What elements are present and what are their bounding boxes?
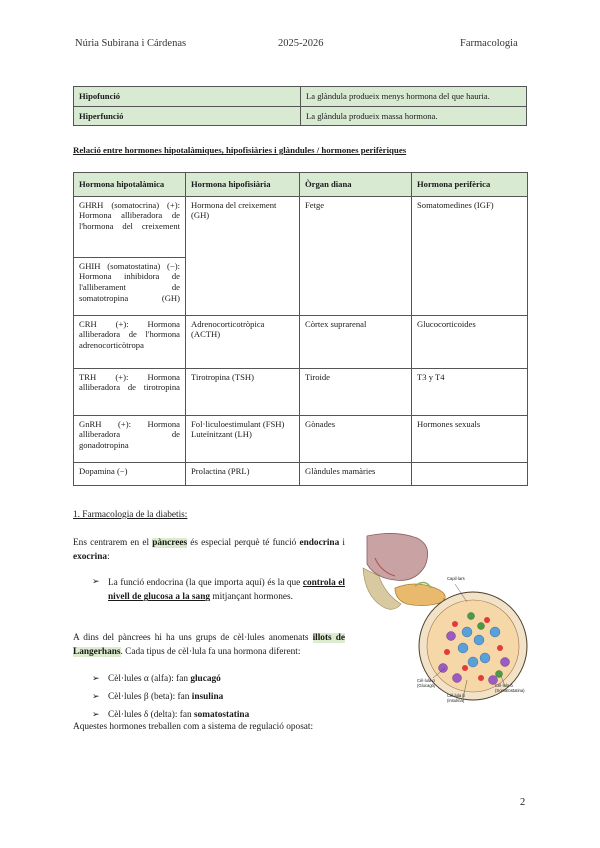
header-author: Núria Subirana i Cárdenas: [75, 38, 187, 49]
def-term: Hipofunció: [74, 87, 301, 107]
table-cell: [186, 415, 300, 462]
lh-text: Luteïnitzant (LH): [191, 429, 252, 440]
table-cell: Fetge: [300, 196, 412, 315]
table-cell: Dopamina (−): [74, 462, 186, 485]
arrow-bullet-icon: ➢: [92, 576, 100, 586]
table-cell: Hormona del creixement (GH): [186, 196, 300, 315]
column-header: Òrgan diana: [300, 173, 412, 197]
column-header: Hormona hipofisiària: [186, 173, 300, 197]
table-cell: T3 y T4: [412, 368, 528, 415]
table-cell: Adrenocorticotròpica (ACTH): [186, 315, 300, 368]
table-row: [74, 87, 527, 107]
page-number: 2: [520, 797, 526, 808]
table-row: [74, 106, 527, 126]
table-header-row: [74, 173, 528, 197]
definitions-table: [73, 86, 527, 126]
pancreas-islet-figure: [355, 528, 530, 728]
table-cell: Còrtex suprarenal: [300, 315, 412, 368]
underline-glucosa: controla el nivell de glucosa a la sang: [108, 578, 345, 603]
column-header: Hormona hipotalàmica: [74, 173, 186, 197]
arrow-bullet-icon: ➢: [92, 691, 100, 701]
column-header: Hormona perifèrica: [412, 173, 528, 197]
table-row: [74, 368, 528, 415]
list-item: ➢ Cèl·lules δ (delta): fan somatostatina: [92, 706, 347, 724]
table-cell: Tiroide: [300, 368, 412, 415]
table-cell: GHIH (somatostatina) (−): Hormona inhibidora de l'alliberament de somatotropina (GH): [74, 257, 186, 315]
cell-list: [92, 670, 347, 724]
table-cell: Hormones sexuals: [412, 415, 528, 462]
section-title: 1. Farmacologia de la diabetis:: [73, 510, 188, 520]
table-cell: Tirotropina (TSH): [186, 368, 300, 415]
paragraph-illots: A dins del pàncrees hi ha uns grups de cèl·lules anomenats illots de Langerhans. Cada tipus de cèl·lula fa una hormona diferent:: [73, 633, 346, 658]
label-capillary: Capil·lars: [447, 576, 465, 581]
paragraph-regulation: Aquestes hormones treballen com a sistema de regulació oposat:: [73, 722, 314, 732]
arrow-bullet-icon: ➢: [92, 673, 100, 683]
def-desc: La glàndula produeix massa hormona.: [301, 106, 527, 126]
table-cell: Glàndules mamàries: [300, 462, 412, 485]
table-row: [74, 315, 528, 368]
table-cell: GHRH (somatocrina) (+): Hormona alliberadora de l'hormona del creixement: [74, 196, 186, 257]
highlight-pancrees: pàncrees: [152, 538, 188, 548]
table-cell: [412, 462, 528, 485]
list-item: ➢ Cèl·lules α (alfa): fan glucagó: [92, 670, 347, 688]
header-subject: Farmacologia: [460, 38, 518, 49]
table-cell: TRH (+): Hormona alliberadora de tirotropina: [74, 368, 186, 415]
table-cell: Somatomedines (IGF): [412, 196, 528, 315]
table-cell: Gònades: [300, 415, 412, 462]
highlight-illots: illots de Langerhans: [73, 633, 346, 658]
list-item: ➢ Cèl·lules β (beta): fan insulina: [92, 688, 347, 706]
table-row: [74, 415, 528, 462]
def-desc: La glàndula produeix menys hormona del que hauria.: [301, 87, 527, 107]
table-cell: CRH (+): Hormona alliberadora de l'hormona adrenocorticòtropa: [74, 315, 186, 368]
table-cell: Glucocorticoides: [412, 315, 528, 368]
label-beta-cell: Cèl·lula β (Insulina): [447, 693, 465, 703]
pancreas-illustration: [355, 528, 530, 728]
label-delta-cell: Cèl·lula δ (Somatostatina): [495, 683, 525, 693]
relation-title: Relació entre hormones hipotalàmiques, hipofisiàries i glàndules / hormones perifèriques: [73, 145, 407, 155]
bullet-endocrine: La funció endocrina (la que importa aquí) és la que controla el nivell de glucosa a la sang mitjançant hormones.: [108, 578, 345, 603]
fsh-text: Fol·liculoestimulant (FSH): [191, 418, 285, 429]
def-term: Hiperfunció: [74, 106, 301, 126]
table-cell: GnRH (+): Hormona alliberadora de gonadotropina: [74, 415, 186, 462]
table-cell: Prolactina (PRL): [186, 462, 300, 485]
table-row: [74, 462, 528, 485]
arrow-bullet-icon: ➢: [92, 709, 100, 719]
paragraph-pancrees: Ens centrarem en el pàncrees és especial perquè té funció endocrina i exocrina:: [73, 538, 345, 563]
table-row: [74, 196, 528, 257]
label-alpha-cell: Cèl·lula α (Glucagó): [417, 678, 436, 688]
relation-table: [73, 172, 528, 486]
header-year: 2025-2026: [278, 38, 324, 49]
